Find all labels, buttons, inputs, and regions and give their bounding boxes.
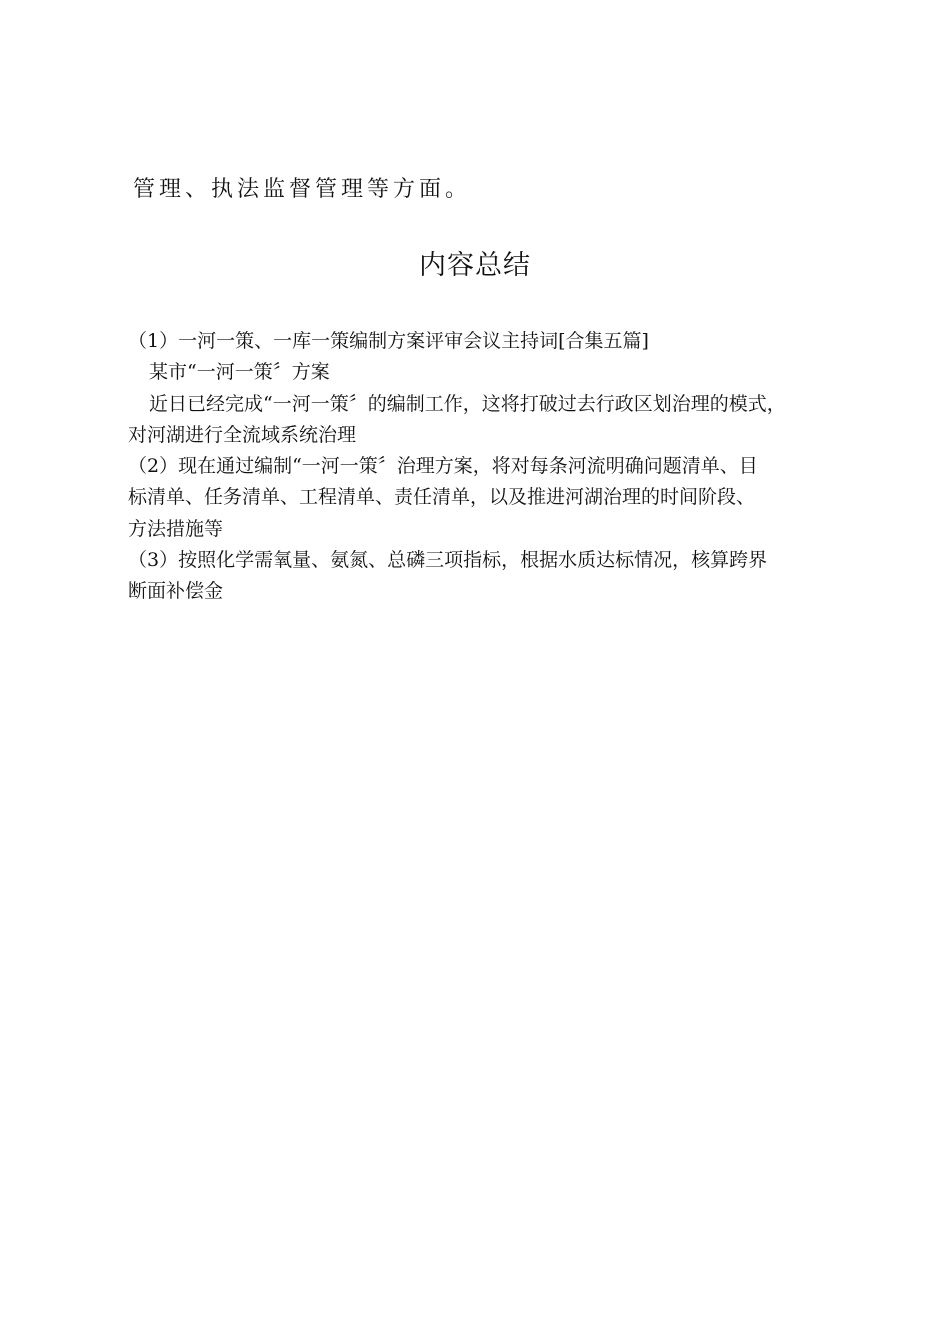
summary-line: 断面补偿金 — [128, 580, 224, 603]
summary-line: 对河湖进行全流域系统治理 — [128, 423, 357, 446]
continuation-paragraph: 管理、执法监督管理等方面。 — [133, 177, 472, 202]
summary-title: 内容总结 — [419, 250, 531, 281]
summary-line: （2）现在通过编制“一河一策〞治理方案，将对每条河流明确问题清单、目 — [128, 455, 758, 478]
summary-line: （1）一河一策、一库一策编制方案评审会议主持词[合集五篇] — [128, 330, 649, 352]
summary-line: （3）按照化学需氧量、氨氮、总磷三项指标，根据水质达标情况，核算跨界 — [128, 549, 768, 572]
summary-line: 标清单、任务清单、工程清单、责任清单，以及推进河湖治理的时间阶段、 — [128, 486, 756, 509]
summary-body — [128, 326, 848, 608]
summary-line: 方法措施等 — [128, 517, 224, 540]
summary-line: 近日已经完成“一河一策〞的编制工作，这将打破过去行政区划治理的模式， — [149, 392, 786, 415]
summary-line: 某市“一河一策〞方案 — [149, 361, 330, 384]
